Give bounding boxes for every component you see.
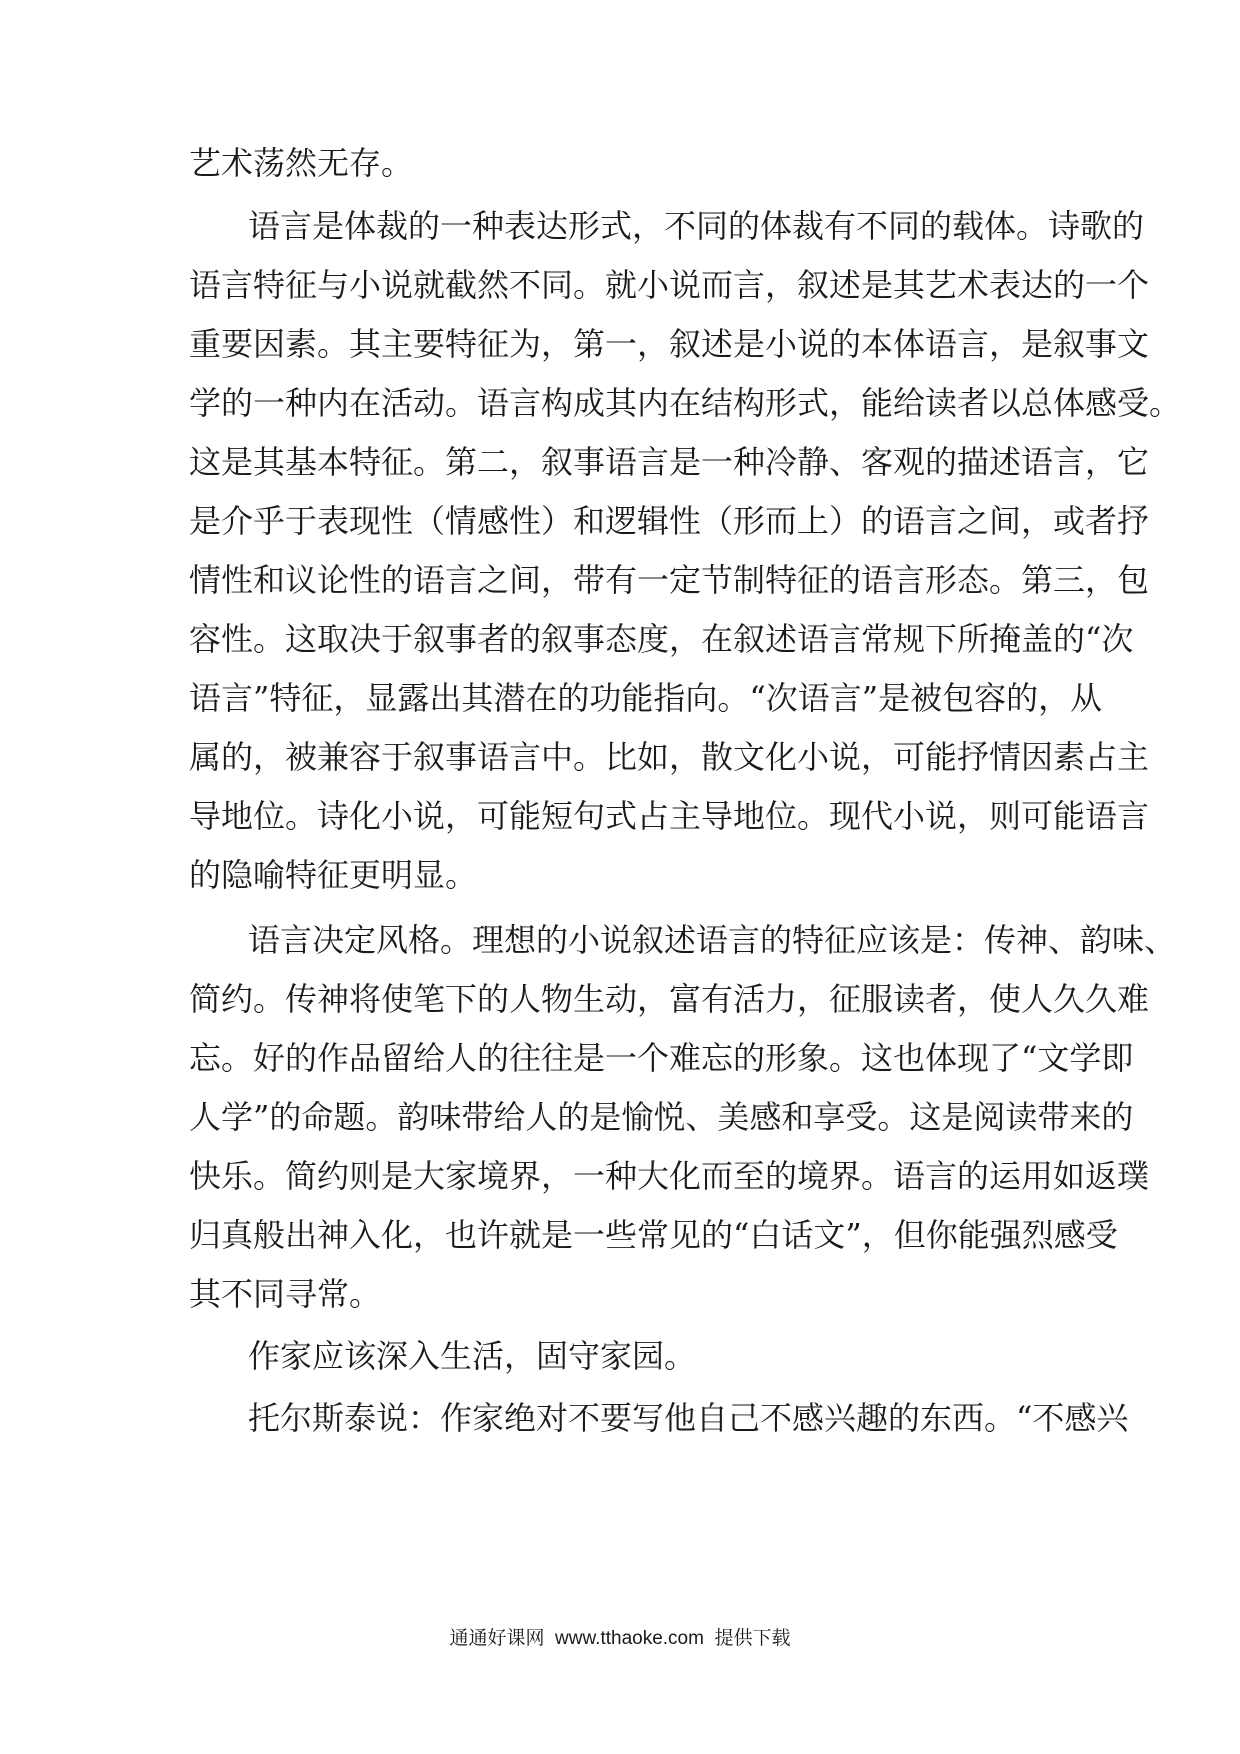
text-line	[0, 311, 1240, 377]
line-text: 容性。这取决于叙事者的叙事态度，在叙述语言常规下所掩盖的“次	[189, 620, 1134, 658]
line-text: 情性和议论性的语言之间，带有一定节制特征的语言形态。第三，包	[189, 561, 1150, 599]
line-text: 归真般出神入化，也许就是一些常见的“白话文”，但你能强烈感受	[189, 1216, 1118, 1254]
line-text: 学的一种内在活动。语言构成其内在结构形式，能给读者以总体感受。	[189, 384, 1182, 422]
line-text: 其不同寻常。	[189, 1275, 382, 1313]
line-text: 语言是体裁的一种表达形式，不同的体裁有不同的载体。诗歌的	[248, 207, 1145, 245]
paragraph-first-line	[0, 1323, 1240, 1389]
line-text: 人学”的命题。韵味带给人的是愉悦、美感和享受。这是阅读带来的	[189, 1098, 1134, 1136]
footer-suffix: 提供下载	[714, 1628, 791, 1649]
line-text: 忘。好的作品留给人的往往是一个难忘的形象。这也体现了“文学即	[189, 1039, 1134, 1077]
text-line	[0, 1084, 1240, 1150]
line-text: 托尔斯泰说：作家绝对不要写他自己不感兴趣的东西。“不感兴	[248, 1399, 1129, 1437]
text-line	[0, 1143, 1240, 1209]
line-text: 简约。传神将使笔下的人物生动，富有活力，征服读者，使人久久难	[189, 980, 1150, 1018]
line-text: 快乐。简约则是大家境界，一种大化而至的境界。语言的运用如返璞	[189, 1157, 1150, 1195]
text-line	[0, 783, 1240, 849]
text-line	[0, 1261, 1240, 1327]
text-line	[0, 1202, 1240, 1268]
line-text: 导地位。诗化小说，可能短句式占主导地位。现代小说，则可能语言	[189, 797, 1150, 835]
line-text: 重要因素。其主要特征为，第一，叙述是小说的本体语言，是叙事文	[189, 325, 1150, 363]
line-text: 的隐喻特征更明显。	[189, 856, 478, 894]
line-text: 是介乎于表现性（情感性）和逻辑性（形而上）的语言之间，或者抒	[189, 502, 1150, 540]
text-line	[0, 665, 1240, 731]
text-line	[0, 724, 1240, 790]
line-text: 语言决定风格。理想的小说叙述语言的特征应该是：传神、韵味、	[248, 921, 1177, 959]
text-line	[0, 252, 1240, 318]
line-text: 艺术荡然无存。	[189, 144, 414, 182]
paragraph-first-line	[0, 193, 1240, 259]
text-line	[0, 1025, 1240, 1091]
text-line	[0, 130, 1240, 196]
text-line	[0, 606, 1240, 672]
text-line	[0, 429, 1240, 495]
text-line	[0, 370, 1240, 436]
line-text: 语言特征与小说就截然不同。就小说而言，叙述是其艺术表达的一个	[189, 266, 1150, 304]
line-text: 语言”特征，显露出其潜在的功能指向。“次语言”是被包容的，从	[189, 679, 1103, 717]
text-line	[0, 966, 1240, 1032]
text-line	[0, 547, 1240, 613]
paragraph-first-line	[0, 907, 1240, 973]
line-text: 作家应该深入生活，固守家园。	[248, 1337, 697, 1375]
text-line	[0, 488, 1240, 554]
paragraph-first-line	[0, 1385, 1240, 1451]
line-text: 这是其基本特征。第二，叙事语言是一种冷静、客观的描述语言，它	[189, 443, 1150, 481]
footer-site-name: 通通好课网	[449, 1628, 545, 1649]
footer-url[interactable]: www.tthaoke.com	[555, 1628, 704, 1649]
text-line	[0, 842, 1240, 908]
page-footer	[0, 1624, 1240, 1654]
line-text: 属的，被兼容于叙事语言中。比如，散文化小说，可能抒情因素占主	[189, 738, 1150, 776]
